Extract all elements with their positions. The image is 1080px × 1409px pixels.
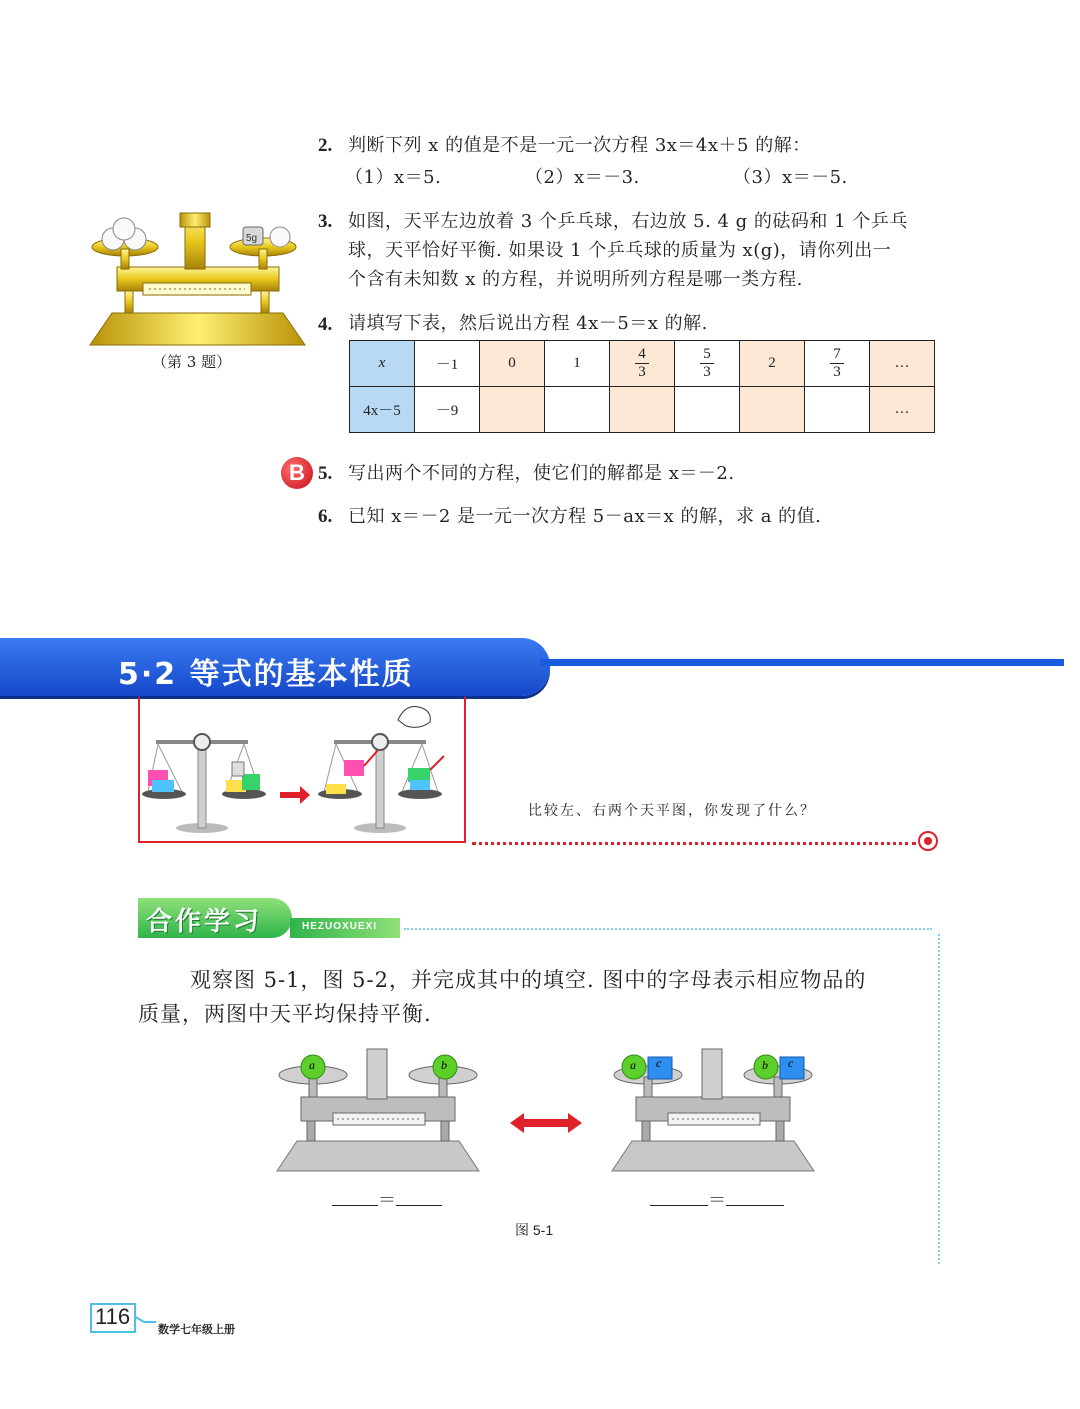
balance-left	[275, 1045, 481, 1175]
table-header-x: x	[350, 341, 415, 387]
value-table	[349, 340, 935, 433]
blank-equation-left[interactable]	[332, 1186, 442, 1212]
table-cell-blank[interactable]	[545, 387, 610, 433]
q3-line-2: 球，天平恰好平衡. 如果设 1 个乒乓球的质量为 x(g)，请你列出一	[348, 240, 892, 261]
table-cell-fraction	[805, 341, 870, 387]
label-b: b	[762, 1058, 768, 1072]
blank-equation-right[interactable]	[650, 1186, 784, 1212]
q4-text: 请填写下表，然后说出方程 4x－5＝x 的解.	[348, 313, 708, 334]
book-title: 数学七年级上册	[158, 1323, 235, 1336]
table-row	[350, 387, 935, 433]
section-banner-rule	[540, 659, 1064, 666]
equals-sign: ＝	[378, 1190, 396, 1211]
table-cell: 0	[480, 341, 545, 387]
q4-number: 4.	[318, 314, 333, 335]
table-cell: 2	[740, 341, 805, 387]
q5-text: 写出两个不同的方程，使它们的解都是 x＝－2.	[348, 463, 735, 484]
target-icon	[918, 831, 938, 851]
label-c: c	[788, 1056, 794, 1070]
q2-option-2: （2）x＝－3.	[525, 167, 640, 188]
table-header-expression: 4x－5	[350, 387, 415, 433]
q2-text: 判断下列 x 的值是不是一元一次方程 3x＝4x＋5 的解：	[348, 135, 811, 156]
balance-right	[610, 1045, 816, 1175]
q3-figure-caption: （第 3 题）	[152, 353, 232, 371]
section-title: 5·2 等式的基本性质	[118, 657, 414, 692]
fraction	[635, 346, 649, 381]
page-number-tail	[134, 1312, 156, 1332]
table-cell-blank[interactable]	[675, 387, 740, 433]
q2-option-3: （3）x＝－5.	[733, 167, 848, 188]
fraction	[830, 346, 844, 381]
q3-number: 3.	[318, 211, 333, 232]
coop-subtitle: HEZUOXUEXI	[302, 921, 378, 932]
label-a: a	[309, 1058, 315, 1072]
q5-number: 5.	[318, 463, 333, 484]
observe-line-1: 观察图 5-1，图 5-2，并完成其中的填空. 图中的字母表示相应物品的	[190, 968, 867, 992]
table-cell: －1	[415, 341, 480, 387]
table-cell: －9	[415, 387, 480, 433]
table-cell: …	[870, 387, 935, 433]
fraction-denominator: 3	[638, 364, 646, 380]
observe-line-2: 质量，两图中天平均保持平衡.	[138, 1002, 432, 1026]
q6-text: 已知 x＝－2 是一元一次方程 5－ax＝x 的解，求 a 的值.	[348, 506, 822, 527]
intro-dotted-rule	[472, 842, 916, 845]
table-cell: …	[870, 341, 935, 387]
fraction-numerator: 4	[635, 346, 649, 364]
fraction-denominator: 3	[703, 364, 711, 380]
q3-line-1: 如图，天平左边放着 3 个乒乓球，右边放 5. 4 g 的砝码和 1 个乒乓	[348, 211, 908, 232]
table-row	[350, 341, 935, 387]
blank-input[interactable]	[396, 1205, 442, 1206]
fraction-numerator: 5	[700, 346, 714, 364]
gold-balance-figure	[85, 205, 310, 350]
q2-option-1: （1）x＝5.	[345, 167, 442, 188]
q2-number: 2.	[318, 135, 333, 156]
blank-input[interactable]	[726, 1205, 784, 1206]
table-cell-blank[interactable]	[805, 387, 870, 433]
fraction-denominator: 3	[833, 364, 841, 380]
coop-frame-right	[938, 934, 940, 1264]
table-cell-fraction	[610, 341, 675, 387]
fraction	[700, 346, 714, 381]
level-b-badge: B	[281, 457, 313, 489]
blank-input[interactable]	[332, 1205, 378, 1206]
label-c: c	[656, 1056, 662, 1070]
fraction-numerator: 7	[830, 346, 844, 364]
table-cell: 1	[545, 341, 610, 387]
q6-number: 6.	[318, 506, 333, 527]
table-cell-blank[interactable]	[480, 387, 545, 433]
table-cell-blank[interactable]	[610, 387, 675, 433]
table-cell-fraction	[675, 341, 740, 387]
label-b: b	[441, 1058, 447, 1072]
double-arrow	[510, 1112, 582, 1134]
label-a: a	[630, 1058, 636, 1072]
two-balances-figure	[140, 700, 464, 840]
figure-caption: 图 5-1	[515, 1222, 554, 1238]
blank-input[interactable]	[650, 1205, 708, 1206]
table-cell-blank[interactable]	[740, 387, 805, 433]
page-number: 116	[95, 1304, 131, 1329]
intro-question: 比较左、右两个天平图，你发现了什么？	[528, 803, 816, 819]
coop-frame-top	[404, 928, 932, 930]
equals-sign: ＝	[708, 1190, 726, 1211]
coop-title: 合作学习	[146, 907, 263, 937]
weight-label: 5g	[246, 233, 258, 244]
q3-line-3: 个含有未知数 x 的方程，并说明所列方程是哪一类方程.	[348, 269, 803, 290]
